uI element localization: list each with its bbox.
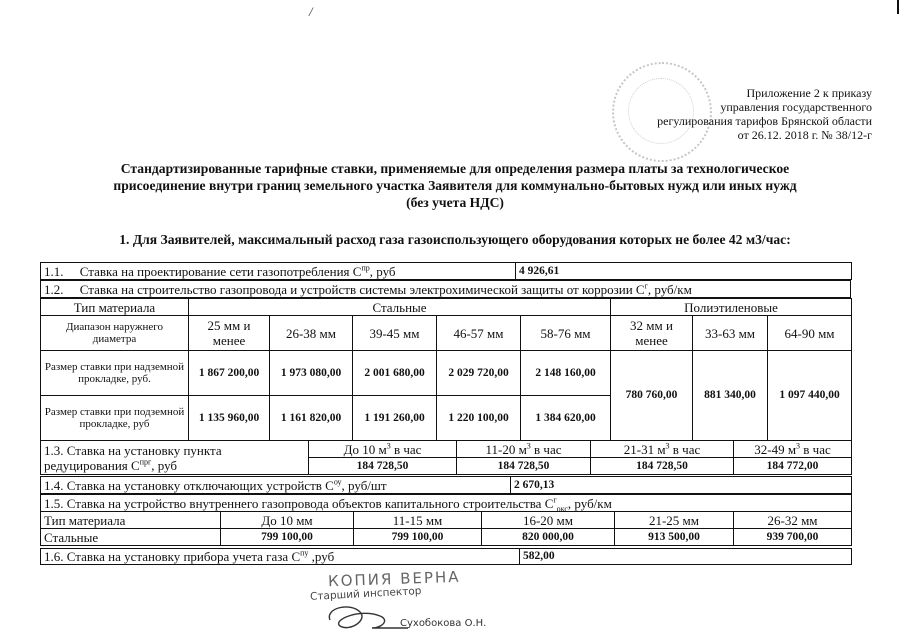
rate-unit: , руб [369,263,396,279]
rate-value: 184 728,50 [591,458,734,475]
rate-value: 2 670,13 [511,477,852,494]
rate-superscript: пу [300,548,309,558]
section-subtitle: 1. Для Заявителей, максимальный расход газа газоиспользующего оборудования которых не более 42 м3/час: [119,232,791,247]
range-superscript: 3 [665,441,670,451]
rate-superscript: пр [361,263,370,273]
document-title [40,160,870,211]
table-row [41,299,852,316]
appendix-line: управления государственного [720,100,872,114]
range-suffix: в час [390,441,422,457]
above-ground-label: Размер ставки при надземной прокладке, руб. [41,351,189,396]
rate-label-cell [41,477,511,494]
table-row [41,281,851,298]
shutoff-device-table [40,476,852,494]
table-row [41,316,852,351]
rate-label: Ставка на проектирование сети газопотребления С [79,263,362,279]
table-row [41,441,852,458]
table-row [41,477,852,494]
reduction-point-table [40,440,852,475]
rate-value: 2 001 680,00 [353,351,437,396]
rate-value: 582,00 [520,549,852,565]
poly-header: Полиэтиленовые [611,299,852,316]
stamp-text: КОПИЯ ВЕРНА [327,567,461,591]
table-row [41,529,852,546]
rate-unit: , руб [151,457,178,473]
diameter-cell: 33-63 мм [693,316,768,351]
diameter-cell: 64-90 мм [768,316,852,351]
gas-meter-table [40,548,852,565]
flow-range: До 10 м [343,441,387,457]
poly-rate-value: 881 340,00 [693,351,768,441]
poly-rate-value: 1 097 440,00 [768,351,852,441]
flow-range-cell [457,441,591,458]
rate-label-cell [41,549,520,565]
rate-table-1-1 [40,262,852,280]
appendix-line: Приложение 2 к приказу [746,86,872,100]
internal-pipeline-table [40,494,852,546]
rate-label: 1.6. Ставка на установку прибора учета газа С [44,549,301,564]
rate-subscript: окс [556,504,568,512]
appendix-note [632,86,872,142]
rate-superscript: г [644,281,648,291]
rate-value: 799 100,00 [354,529,482,546]
diameter-cell: До 10 мм [221,512,354,529]
range-suffix: в час [669,441,701,457]
poly-rate-value: 780 760,00 [611,351,693,441]
appendix-line: регулирования тарифов Брянской области [657,114,872,128]
scan-edge-mark [897,0,899,14]
diameter-cell: 32 мм и менее [611,316,693,351]
rate-label: 1.4. Ставка на установку отключающих устройств С [44,477,334,493]
rate-value: 1 384 620,00 [521,396,611,441]
diameter-cell: 39-45 мм [353,316,437,351]
diameter-cell: 25 мм и менее [189,316,270,351]
diameter-cell: 11-15 мм [354,512,482,529]
certification-stamp [300,567,487,636]
table-row [41,512,852,529]
diameter-cell: 58-76 мм [521,316,611,351]
diameter-cell: 46-57 мм [437,316,521,351]
rate-unit: , руб/км [567,495,612,511]
range-superscript: 3 [526,441,531,451]
rate-label-cell [41,263,516,280]
diameter-header: Диапазон наружнего диаметра [41,316,189,351]
flow-range: 32-49 м [754,441,797,457]
material-label: Стальные [41,529,221,546]
rate-value: 820 000,00 [482,529,615,546]
flow-range-cell [309,441,457,458]
title-line: Стандартизированные тарифные ставки, применяемые для определения размера платы за технологическое [120,161,790,176]
range-superscript: 3 [796,441,801,451]
rate-label-cell [41,495,852,512]
diameter-cell: 26-38 мм [270,316,353,351]
rate-value: 913 500,00 [615,529,734,546]
diameter-cell: 16-20 мм [482,512,615,529]
steel-header: Стальные [189,299,611,316]
rate-superscript: оу [333,477,342,487]
rate-value: 1 161 820,00 [270,396,353,441]
rate-value: 2 148 160,00 [521,351,611,396]
table-row [41,351,852,396]
rate-value: 2 029 720,00 [437,351,521,396]
rate-unit: , руб/км [647,281,692,297]
row-number: 1.1. [44,263,64,279]
rate-label: Ставка на строительство газопровода и устройств системы электрохимической защиты от коррозии С [79,281,645,297]
range-suffix: в час [800,441,831,457]
range-superscript: 3 [386,441,391,451]
flow-range-cell [591,441,734,458]
diameter-cell: 21-25 мм [615,512,734,529]
title-line: присоединение внутри границ земельного участка Заявителя для коммунально-бытовых нужд или иных нужд [113,178,797,193]
material-header: Тип материала [41,299,189,316]
range-suffix: в час [530,441,562,457]
diameter-cell: 26-32 мм [734,512,852,529]
table-row [41,549,852,565]
rate-label: 1.5. Ставка на устройство внутреннего газопровода объектов капитального строительства С [44,495,554,511]
rate-value: 184 772,00 [734,458,852,475]
table-row [41,263,852,280]
rate-value: 184 728,50 [457,458,591,475]
rate-superscript: прг [139,457,152,467]
rate-value: 1 220 100,00 [437,396,521,441]
rate-unit: , руб/шт [341,477,387,493]
rate-superscript: г [553,495,557,505]
rate-value: 939 700,00 [734,529,852,546]
table-row [41,495,852,512]
rate-value: 1 191 260,00 [353,396,437,441]
rate-value: 1 973 080,00 [270,351,353,396]
appendix-line: от 26.12. 2018 г. № 38/12-г [737,128,872,142]
title-line: (без учета НДС) [406,195,504,210]
rate-label: редуцирования С [44,457,140,473]
rate-label-cell [41,281,851,298]
rate-value: 4 926,61 [516,263,852,280]
rate-unit: ,руб [308,549,335,564]
row-number: 1.2. [44,281,64,297]
stamp-role: Старший инспектор [309,585,422,603]
rate-value: 799 100,00 [221,529,354,546]
rate-value: 184 728,50 [309,458,457,475]
signature-icon [320,598,410,636]
rate-value: 1 867 200,00 [189,351,270,396]
flow-range-cell [734,441,852,458]
material-header: Тип материала [41,512,221,529]
rate-label: 1.3. Ставка на установку пункта [44,442,222,458]
flow-range: 11-20 м [485,441,527,457]
rate-label-cell [41,441,309,475]
pipeline-rate-table [40,298,852,441]
under-ground-label: Размер ставки при подземной прокладке, руб [41,396,189,441]
scan-mark: / [309,4,313,19]
rate-value: 1 135 960,00 [189,396,270,441]
flow-range: 21-31 м [623,441,666,457]
stamp-name: Сухобокова О.Н. [400,618,487,629]
rate-table-1-2-header [40,280,851,298]
